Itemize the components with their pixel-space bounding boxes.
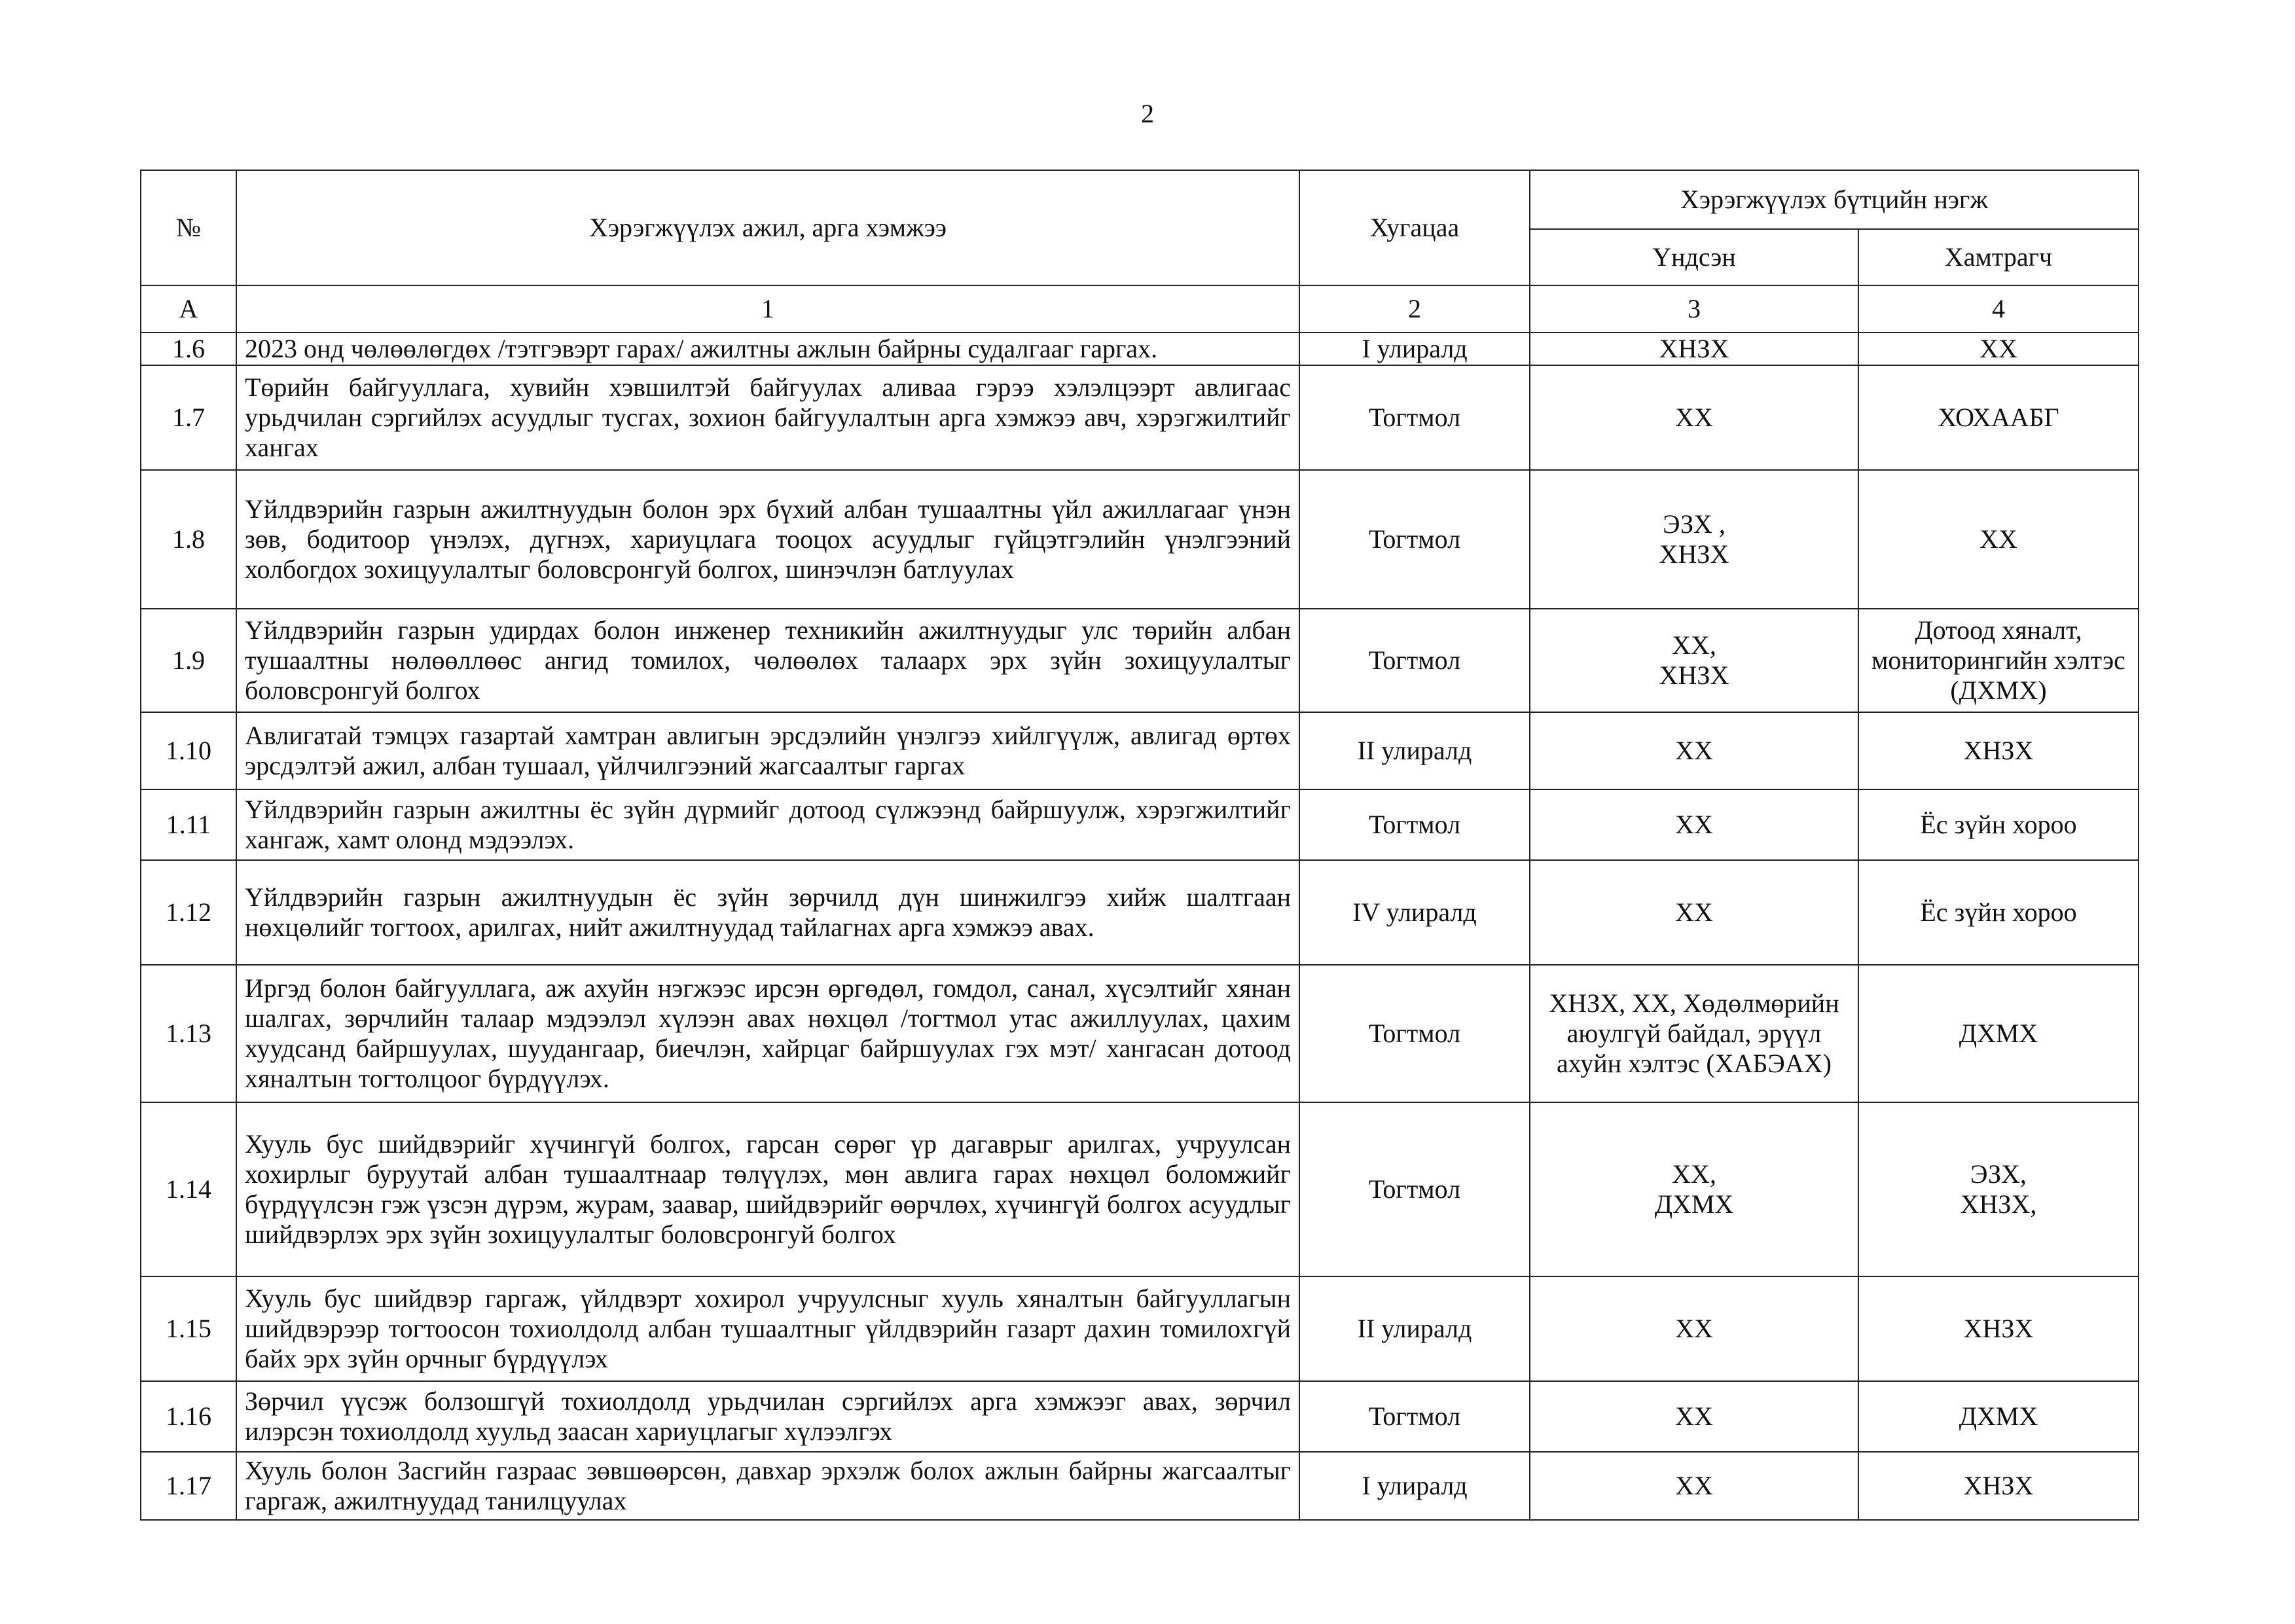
index-row	[141, 285, 2139, 333]
row-deadline: Тогтмол	[1299, 1381, 1530, 1452]
table-row	[141, 609, 2139, 712]
row-number: 1.7	[141, 365, 236, 470]
row-action: Хууль болон Засгийн газраас зөвшөөрсөн, давхар эрхэлж болох ажлын байрны жагсаалтыг гаргаж, ажилтнуудад танилцуулах	[236, 1452, 1299, 1520]
row-number: 1.10	[141, 712, 236, 789]
table-row	[141, 965, 2139, 1102]
row-number: 1.9	[141, 609, 236, 712]
table-row	[141, 1452, 2139, 1520]
row-partner-unit: ХНЗХ	[1858, 1276, 2139, 1381]
row-partner-unit: ХОХААБГ	[1858, 365, 2139, 470]
row-deadline: Тогтмол	[1299, 470, 1530, 609]
row-partner-unit: ДХМХ	[1858, 1381, 2139, 1452]
page-number: 2	[1141, 99, 1154, 128]
header-no: №	[141, 170, 236, 285]
header-partner: Хамтрагч	[1858, 229, 2139, 285]
row-deadline: Тогтмол	[1299, 365, 1530, 470]
index-main: 3	[1530, 285, 1858, 333]
table-row	[141, 712, 2139, 789]
table-row	[141, 1276, 2139, 1381]
row-partner-unit: ХХ	[1858, 333, 2139, 365]
row-number: 1.8	[141, 470, 236, 609]
row-action: Авлигатай тэмцэх газартай хамтран авлигын эрсдэлийн үнэлгээ хийлгүүлж, авлигад өртөх эрсдэлтэй ажил, албан тушаал, үйлчилгээний жагсаалтыг гаргах	[236, 712, 1299, 789]
row-action: Төрийн байгууллага, хувийн хэвшилтэй байгуулах аливаа гэрээ хэлэлцээрт авлигаас урьдчилан сэргийлэх асуудлыг тусгах, зохион байгуулалтын арга хэмжээ авч, хэрэгжилтийг хангах	[236, 365, 1299, 470]
header-main: Үндсэн	[1530, 229, 1858, 285]
row-action: 2023 онд чөлөөлөгдөх /тэтгэвэрт гарах/ ажилтны ажлын байрны судалгааг гаргах.	[236, 333, 1299, 365]
table-body	[141, 333, 2139, 1520]
row-deadline: Тогтмол	[1299, 1102, 1530, 1276]
row-main-unit: ХНЗХ, ХХ, Хөдөлмөрийн аюулгүй байдал, эрүүл ахуйн хэлтэс (ХАБЭАХ)	[1530, 965, 1858, 1102]
row-main-unit: ХНЗХ	[1530, 333, 1858, 365]
row-main-unit: ХХ	[1530, 1276, 1858, 1381]
row-main-unit: ЭЗХ , ХНЗХ	[1530, 470, 1858, 609]
row-partner-unit: ХХ	[1858, 470, 2139, 609]
table-row	[141, 470, 2139, 609]
index-partner: 4	[1858, 285, 2139, 333]
row-partner-unit: Дотоод хяналт, мониторингийн хэлтэс (ДХМХ)	[1858, 609, 2139, 712]
table-row	[141, 789, 2139, 860]
table-row	[141, 1102, 2139, 1276]
row-main-unit: ХХ	[1530, 860, 1858, 965]
row-number: 1.14	[141, 1102, 236, 1276]
table-row	[141, 365, 2139, 470]
header-row	[141, 170, 2139, 229]
row-action: Хууль бус шийдвэрийг хүчингүй болгох, гарсан сөрөг үр дагаврыг арилгах, учруулсан хохирлыг буруутай албан тушаалтнаар төлүүлэх, мөн авлига гарах нөхцөл боломжийг бүрдүүлсэн гэж үзсэн дүрэм, журам, заавар, шийдвэрийг өөрчлөх, хүчингүй болгох асуудлыг шийдвэрлэх эрх зүйн зохицуулалтыг боловсронгуй болгох	[236, 1102, 1299, 1276]
row-deadline: Тогтмол	[1299, 789, 1530, 860]
row-main-unit: ХХ	[1530, 1381, 1858, 1452]
row-deadline: Тогтмол	[1299, 965, 1530, 1102]
row-number: 1.16	[141, 1381, 236, 1452]
table-row	[141, 860, 2139, 965]
header-unit-group: Хэрэгжүүлэх бүтцийн нэгж	[1530, 170, 2139, 229]
row-number: 1.13	[141, 965, 236, 1102]
row-action: Хууль бус шийдвэр гаргаж, үйлдвэрт хохирол учруулсныг хууль хяналтын байгууллагын шийдвэрээр тогтоосон тохиолдолд албан тушаалтныг үйлдвэрийн газарт дахин томилохгүй байх эрх зүйн орчныг бүрдүүлэх	[236, 1276, 1299, 1381]
index-no: А	[141, 285, 236, 333]
row-main-unit: ХХ	[1530, 789, 1858, 860]
row-deadline: I улиралд	[1299, 333, 1530, 365]
index-action: 1	[236, 285, 1299, 333]
row-partner-unit: ХНЗХ	[1858, 712, 2139, 789]
index-deadline: 2	[1299, 285, 1530, 333]
row-action: Иргэд болон байгууллага, аж ахуйн нэгжээс ирсэн өргөдөл, гомдол, санал, хүсэлтийг хянан шалгах, зөрчлийн талаар мэдээлэл хүлээн авах нөхцөл /тогтмол утас ажиллуулах, цахим хуудсанд байршуулах, шуудангаар, биечлэн, хайрцаг байршуулах гэх мэт/ хангасан дотоод хяналтын тогтолцоог бүрдүүлэх.	[236, 965, 1299, 1102]
header-action: Хэрэгжүүлэх ажил, арга хэмжээ	[236, 170, 1299, 285]
row-number: 1.15	[141, 1276, 236, 1381]
row-action: Үйлдвэрийн газрын ажилтнуудын болон эрх бүхий албан тушаалтны үйл ажиллагааг үнэн зөв, бодитоор үнэлэх, дүгнэх, хариуцлага тооцох асуудлыг гүйцэтгэлийн үнэлгээний холбогдох зохицуулалтыг боловсронгуй болгох, шинэчлэн батлуулах	[236, 470, 1299, 609]
row-partner-unit: ЭЗХ, ХНЗХ,	[1858, 1102, 2139, 1276]
row-partner-unit: ХНЗХ	[1858, 1452, 2139, 1520]
action-plan-table	[140, 170, 2139, 1521]
table-row	[141, 1381, 2139, 1452]
row-deadline: II улиралд	[1299, 1276, 1530, 1381]
row-action: Зөрчил үүсэж болзошгүй тохиолдолд урьдчилан сэргийлэх арга хэмжээг авах, зөрчил илэрсэн тохиолдолд хуульд заасан хариуцлагыг хүлээлгэх	[236, 1381, 1299, 1452]
row-action: Үйлдвэрийн газрын ажилтны ёс зүйн дүрмийг дотоод сүлжээнд байршуулж, хэрэгжилтийг хангаж, хамт олонд мэдээлэх.	[236, 789, 1299, 860]
row-main-unit: ХХ	[1530, 712, 1858, 789]
row-partner-unit: Ёс зүйн хороо	[1858, 860, 2139, 965]
header-deadline: Хугацаа	[1299, 170, 1530, 285]
row-number: 1.17	[141, 1452, 236, 1520]
row-number: 1.12	[141, 860, 236, 965]
row-action: Үйлдвэрийн газрын ажилтнуудын ёс зүйн зөрчилд дүн шинжилгээ хийж шалтгаан нөхцөлийг тогтоох, арилгах, нийт ажилтнуудад тайлагнах арга хэмжээ авах.	[236, 860, 1299, 965]
row-number: 1.11	[141, 789, 236, 860]
row-main-unit: ХХ	[1530, 365, 1858, 470]
row-partner-unit: Ёс зүйн хороо	[1858, 789, 2139, 860]
row-deadline: I улиралд	[1299, 1452, 1530, 1520]
row-main-unit: ХХ, ХНЗХ	[1530, 609, 1858, 712]
row-action: Үйлдвэрийн газрын удирдах болон инженер техникийн ажилтнуудыг улс төрийн албан тушаалтны нөлөөллөөс ангид томилох, чөлөөлөх талаарх эрх зүйн зохицуулалтыг боловсронгуй болгох	[236, 609, 1299, 712]
row-main-unit: ХХ	[1530, 1452, 1858, 1520]
row-deadline: II улиралд	[1299, 712, 1530, 789]
table-row	[141, 333, 2139, 365]
row-deadline: Тогтмол	[1299, 609, 1530, 712]
row-main-unit: ХХ, ДХМХ	[1530, 1102, 1858, 1276]
row-partner-unit: ДХМХ	[1858, 965, 2139, 1102]
row-number: 1.6	[141, 333, 236, 365]
row-deadline: IV улиралд	[1299, 860, 1530, 965]
